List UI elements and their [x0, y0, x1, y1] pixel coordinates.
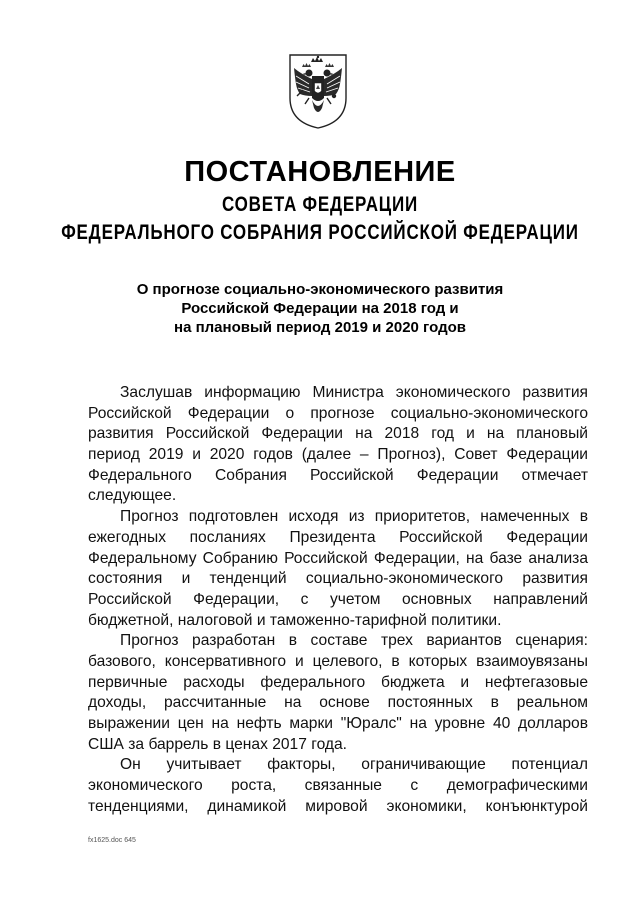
issuer-line-2: ФЕДЕРАЛЬНОГО СОБРАНИЯ РОССИЙСКОЙ ФЕДЕРАЦИИ	[61, 220, 579, 244]
body-line: следующее.	[88, 487, 177, 505]
body-line: Российской Федерации о прогнозе социально-экономического	[88, 404, 588, 422]
file-reference: fx1625.doc 645	[88, 837, 136, 844]
body-line: тенденциями, динамикой мировой экономики, конъюнктурой	[88, 797, 588, 815]
body-line: период 2019 и 2020 годов (далее – Прогноз), Совет Федерации	[88, 446, 588, 464]
subject-line: О прогнозе социально-экономического развития	[136, 281, 504, 298]
body-line: США за баррель в ценах 2017 года.	[88, 735, 348, 753]
subject-line: Российской Федерации на 2018 год и	[181, 300, 459, 317]
body-line: ежегодных посланиях Президента Российской Федерации	[88, 528, 588, 546]
body-line: экономического роста, связанные с демографическими	[88, 777, 588, 795]
body-line: Он учитывает факторы, ограничивающие потенциал	[120, 756, 588, 774]
document-subject	[0, 280, 640, 337]
body-line: доходы, рассчитанные на основе постоянных в реальном	[88, 694, 588, 712]
body-line: Российской Федерации, с учетом основных направлений	[88, 590, 588, 608]
document-title: ПОСТАНОВЛЕНИЕ	[184, 156, 456, 188]
body-line: бюджетной, налоговой и таможенно-тарифной политики.	[88, 611, 502, 629]
body-line: Федеральному Собранию Российской Федерации, на базе анализа	[88, 549, 588, 567]
body-line: Федерального Собрания Российской Федерации отмечает	[88, 466, 588, 484]
body-line: Прогноз подготовлен исходя из приоритетов, намеченных в	[120, 508, 588, 526]
issuer-line-1: СОВЕТА ФЕДЕРАЦИИ	[221, 192, 419, 216]
russian-coat-of-arms-icon	[287, 52, 349, 130]
body-line: первичные расходы федерального бюджета и нефтегазовые	[88, 673, 588, 691]
body-line: базового, консервативного и целевого, в которых взаимоувязаны	[88, 652, 588, 670]
subject-line: на плановый период 2019 и 2020 годов	[174, 319, 466, 336]
body-line: Заслушав информацию Министра экономического развития	[120, 384, 588, 401]
document-body	[88, 383, 588, 817]
body-line: состояния и тенденций социально-экономического развития	[88, 570, 588, 588]
body-line: Прогноз разработан в составе трех вариантов сценария:	[120, 632, 588, 650]
body-line: развития Российской Федерации на 2018 год и на плановый	[88, 425, 588, 443]
body-line: выражении цен на нефть марки "Юралс" на уровне 40 долларов	[88, 715, 588, 732]
